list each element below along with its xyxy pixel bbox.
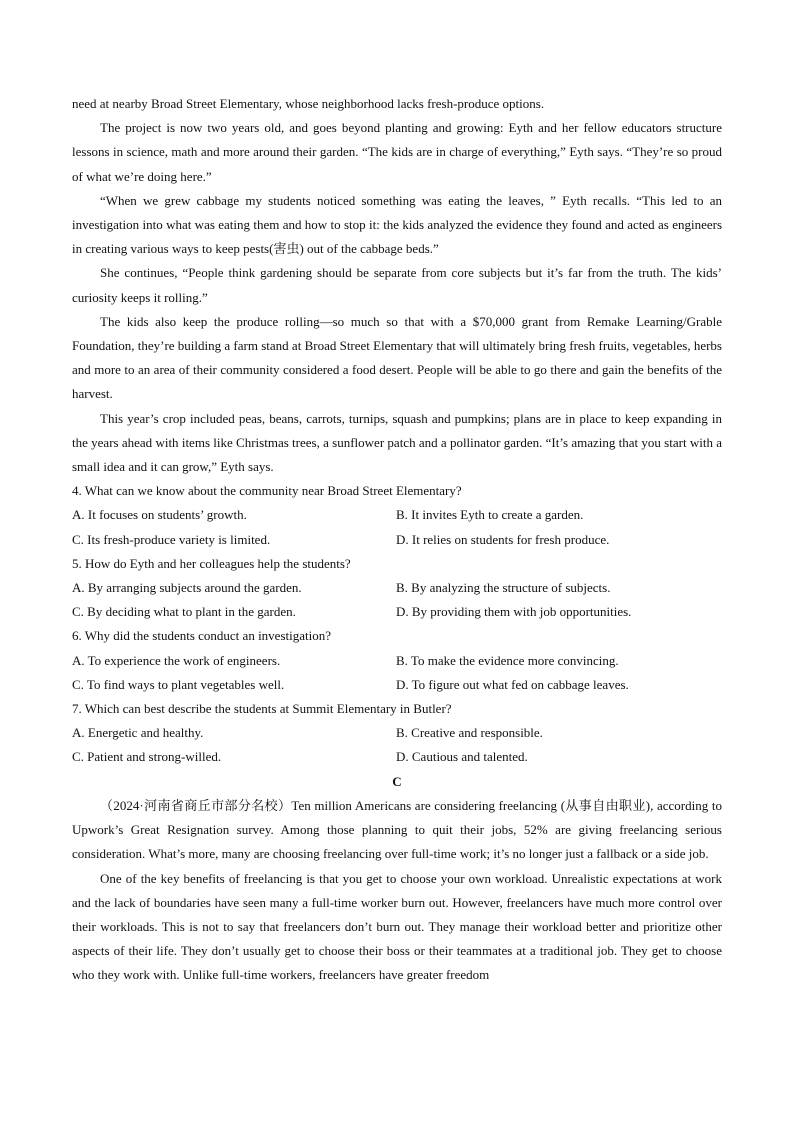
- option-a[interactable]: A. By arranging subjects around the garden.: [72, 580, 302, 596]
- section-heading: C: [392, 773, 402, 789]
- question-7: [72, 697, 722, 770]
- option-c[interactable]: C. To find ways to plant vegetables well.: [72, 676, 285, 692]
- option-b[interactable]: B. It invites Eyth to create a garden.: [396, 507, 584, 523]
- option-d[interactable]: D. By providing them with job opportunities.: [396, 604, 632, 620]
- option-b[interactable]: B. Creative and responsible.: [396, 725, 543, 741]
- paragraph: The project is now two years old, and goes beyond planting and growing: Eyth and her fellow educators structure lessons in science, math and more around their garden. “The kids are in charge of everything,” Eyth says. “They’re so proud of what we’re doing here.”: [72, 120, 722, 184]
- question-4: [72, 479, 722, 552]
- option-a[interactable]: A. Energetic and healthy.: [72, 725, 204, 741]
- question-stem: 6. Why did the students conduct an investigation?: [72, 628, 331, 644]
- question-5: [72, 552, 722, 625]
- options: [72, 649, 722, 697]
- paragraph: The kids also keep the produce rolling—so much so that with a $70,000 grant from Remake Learning/Grable Foundation, they’re building a farm stand at Broad Street Elementary that will ultimately bring fresh fruits, vegetables, herbs and more to an area of their community considered a food desert. People will be able to go there and gain the benefits of the harvest.: [72, 313, 722, 402]
- question-stem: 4. What can we know about the community near Broad Street Elementary?: [72, 483, 462, 499]
- paragraph: （2024·河南省商丘市部分名校）Ten million Americans are considering freelancing (从事自由职业), according to Upwork’s Great Resignation survey. Among those planning to quit their jobs, 52% are giving freelancing serious consideration. What’s more, many are choosing freelancing over full-time work; it’s no longer just a fallback or a side job.: [72, 797, 722, 862]
- option-b[interactable]: B. By analyzing the structure of subjects.: [396, 580, 611, 596]
- question-stem: 5. How do Eyth and her colleagues help the students?: [72, 555, 351, 571]
- option-d[interactable]: D. To figure out what fed on cabbage leaves.: [396, 676, 629, 692]
- option-a[interactable]: A. To experience the work of engineers.: [72, 652, 281, 668]
- question-stem: 7. Which can best describe the students at Summit Elementary in Butler?: [72, 701, 452, 717]
- paragraph: One of the key benefits of freelancing is that you get to choose your own workload. Unrealistic expectations at work and the lack of boundaries have seen many a full-time worker burn out. However, freelancers have much more control over their workloads. This is not to say that freelancers don’t burn out. They manage their workload better and prioritize other aspects of their life. They don’t usually get to choose their boss or their teammates at a traditional job. They get to choose who they work with. Unlike full-time workers, freelancers have greater freedom: [72, 870, 722, 983]
- options: [72, 576, 722, 624]
- paragraph: She continues, “People think gardening should be separate from core subjects but it’s far from the truth. The kids’ curiosity keeps it rolling.”: [72, 265, 722, 305]
- question-6: [72, 624, 722, 697]
- option-c[interactable]: C. By deciding what to plant in the garden.: [72, 604, 296, 620]
- option-c[interactable]: C. Its fresh-produce variety is limited.: [72, 531, 271, 547]
- option-b[interactable]: B. To make the evidence more convincing.: [396, 652, 619, 668]
- options: [72, 721, 722, 769]
- options: [72, 503, 722, 551]
- paragraph: need at nearby Broad Street Elementary, whose neighborhood lacks fresh-produce options.: [72, 96, 545, 111]
- paragraph: This year’s crop included peas, beans, carrots, turnips, squash and pumpkins; plans are in place to keep expanding in the years ahead with items like Christmas trees, a sunflower patch and a pollinator garden. “It’s amazing that you start with a small idea and it can grow,” Eyth says.: [72, 410, 722, 475]
- option-a[interactable]: A. It focuses on students’ growth.: [72, 507, 247, 523]
- option-d[interactable]: D. It relies on students for fresh produce.: [396, 531, 610, 547]
- option-c[interactable]: C. Patient and strong-willed.: [72, 749, 222, 765]
- paragraph: “When we grew cabbage my students noticed something was eating the leaves, ” Eyth recalls. “This led to an investigation into what was eating them and how to stop it: the kids analyzed the evidence they found and acted as engineers in creating various ways to keep pests(害虫) out of the cabbage beds.”: [72, 192, 722, 257]
- option-d[interactable]: D. Cautious and talented.: [396, 749, 528, 765]
- document-page: [72, 92, 722, 988]
